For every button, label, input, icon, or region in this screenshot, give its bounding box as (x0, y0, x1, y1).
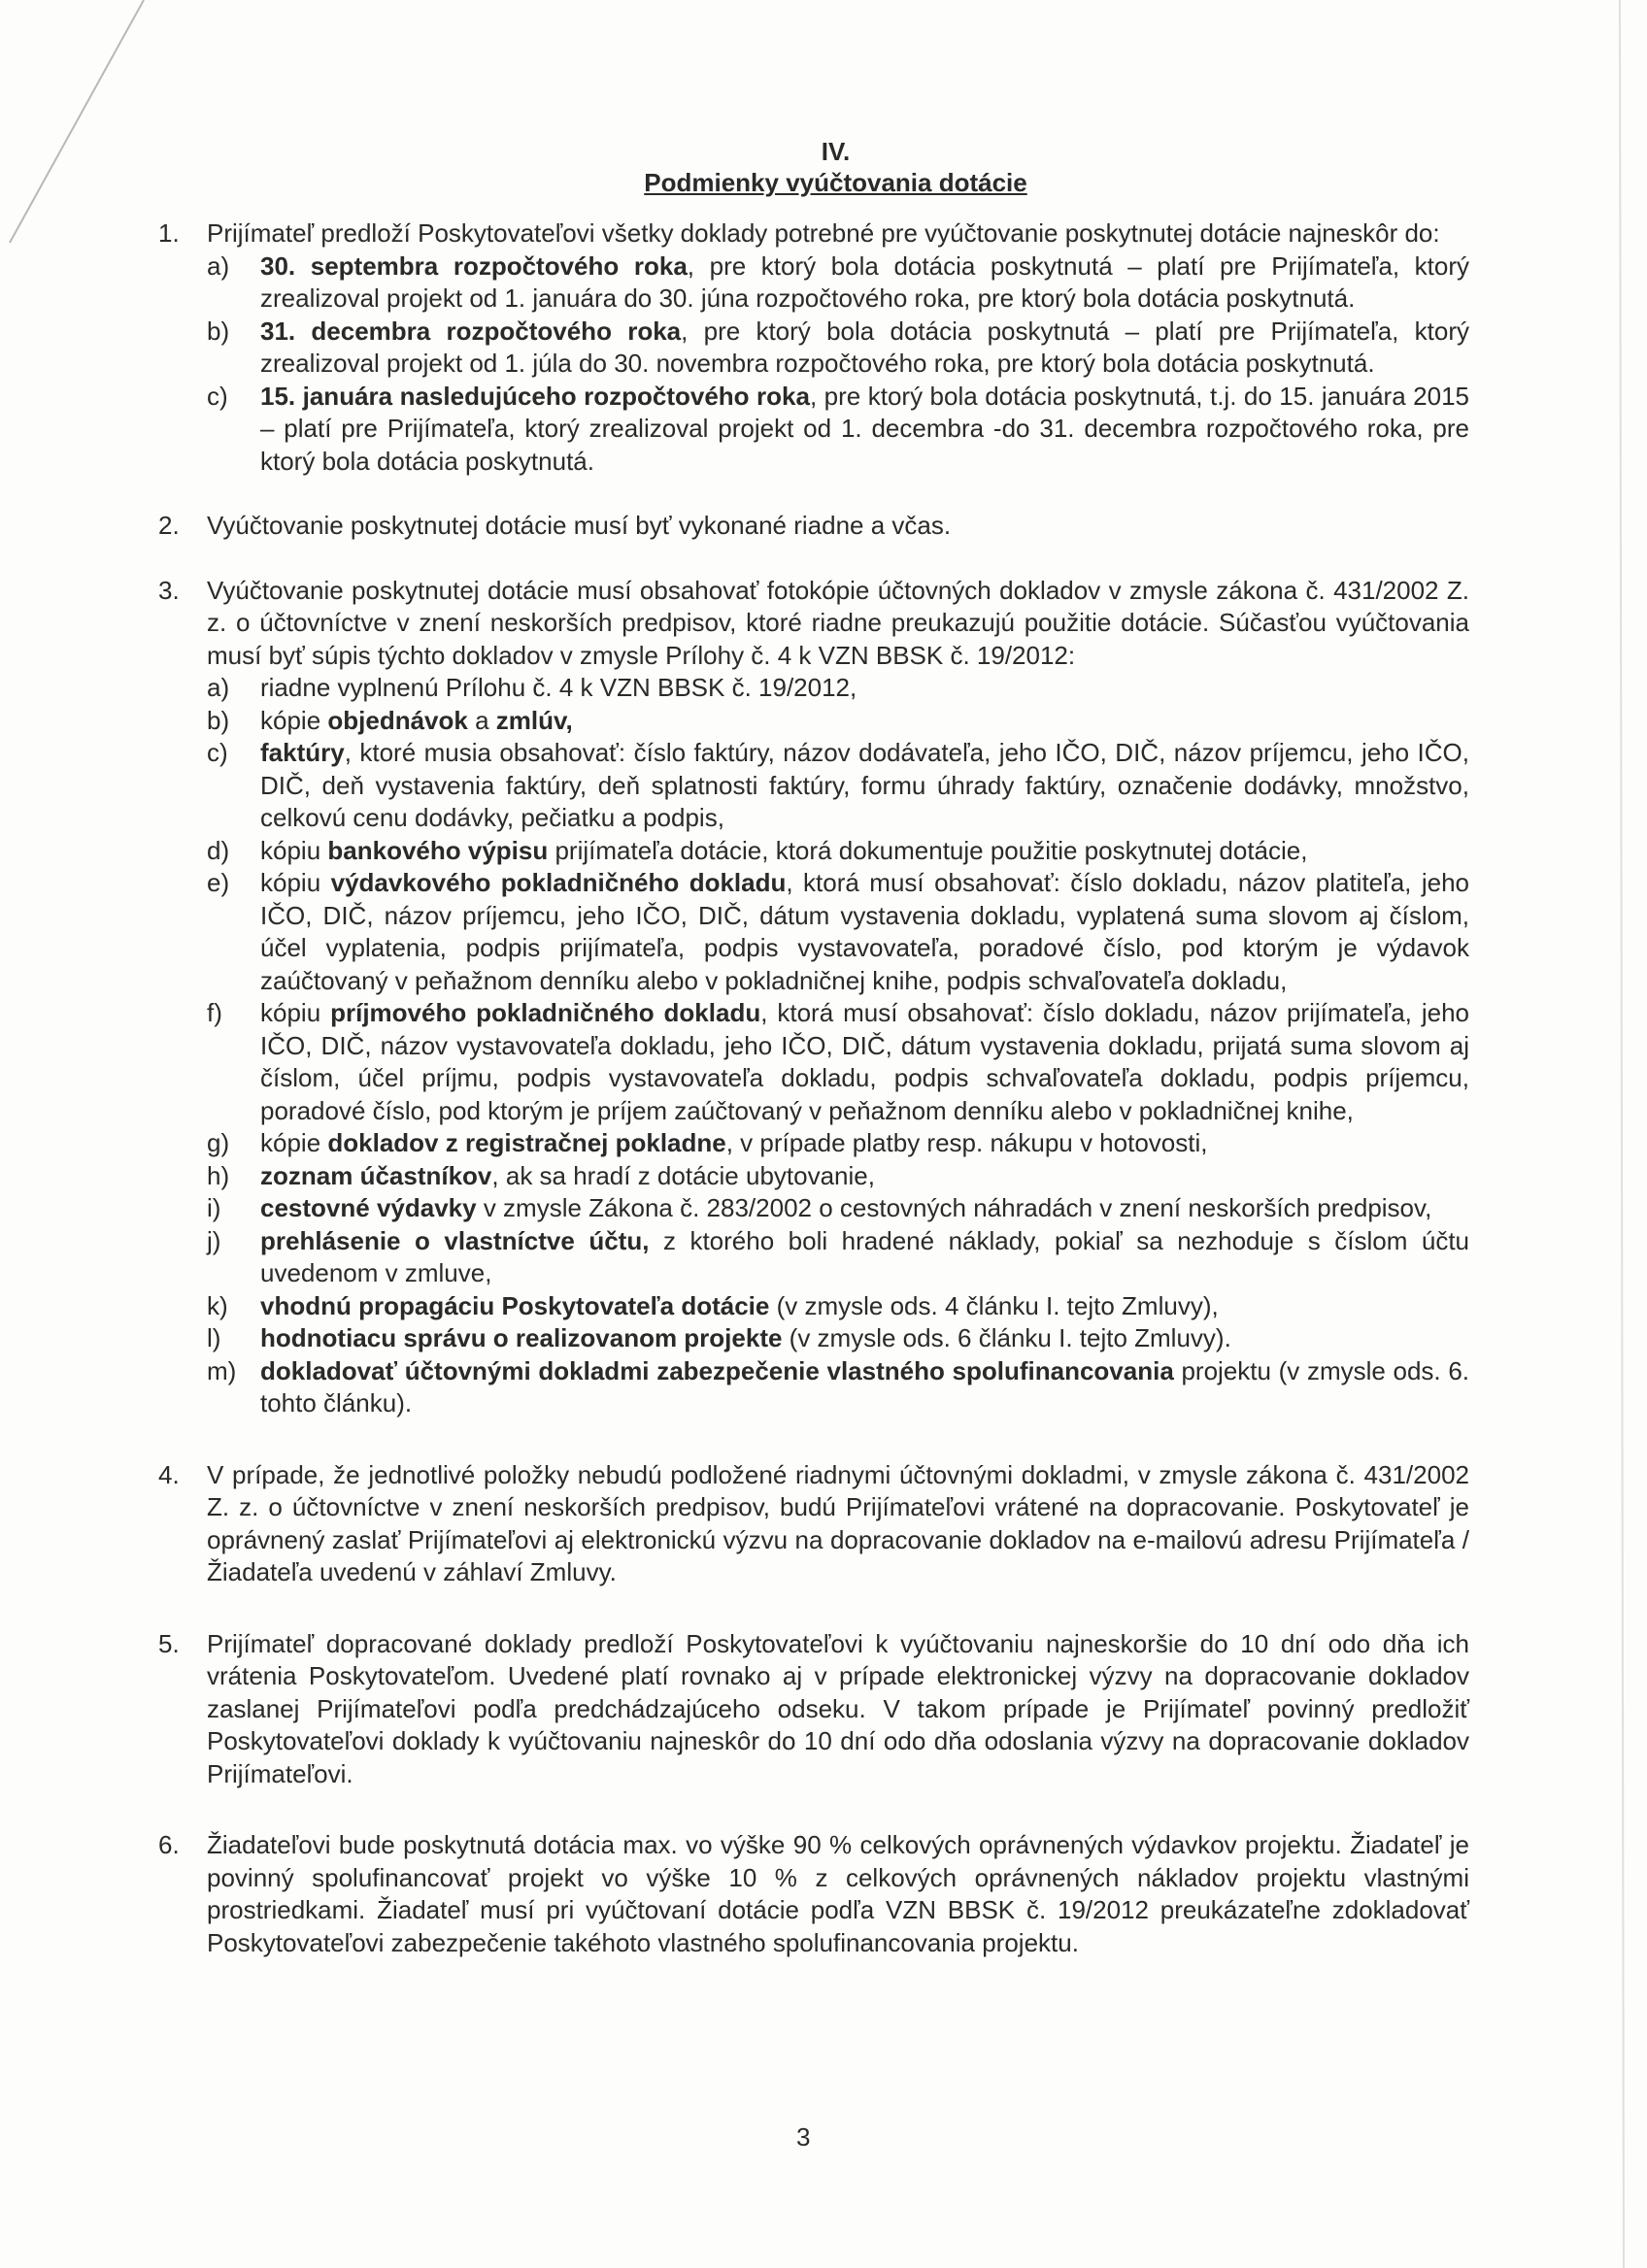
item-text: z ktorého boli hradené náklady, pokiaľ sa nezhoduje s číslom účtu uvedenom v zmluve, (260, 1225, 1470, 1287)
list-item (207, 1192, 1469, 1225)
item-text: riadne vyplnenú Prílohu č. 4 k VZN BBSK č. 19/2012, (260, 673, 857, 702)
bold-text: prehlásenie o vlastníctve účtu, (260, 1225, 650, 1255)
paragraph-text: Vyúčtovanie poskytnutej dotácie musí byť vykonané riadne a včas. (207, 511, 952, 540)
bold-text: 30. septembra rozpočtového roka (260, 250, 688, 281)
section-title: Podmienky vyúčtovania dotácie (644, 168, 1027, 197)
list-item (207, 1355, 1469, 1420)
list-item (207, 381, 1469, 479)
list-label: h) (207, 1160, 230, 1190)
list-item (207, 316, 1469, 381)
item-text: kópiu (260, 868, 331, 897)
list-item (207, 1160, 1469, 1193)
item-text: , v prípade platby resp. nákupu v hotovosti, (725, 1128, 1208, 1157)
bold-text: 31. decembra rozpočtového roka (260, 316, 682, 346)
list-label: i) (207, 1193, 221, 1222)
bold-text: bankového výpisu (327, 835, 549, 865)
item-text: , pre ktorý bola dotácia poskytnutá, t.j. do 15. januára 2015 – platí pre Prijímateľa, ktorý zrealizoval projekt od 1. decembra -do 31. decembra rozpočtového roka, pre ktorý bola dotácia poskytnutá. (260, 381, 1469, 476)
paragraph-number: 6. (158, 1830, 180, 1859)
bold-text: 15. januára nasledujúceho rozpočtového roka (260, 381, 810, 411)
item-text: (v zmysle ods. 6 článku I. tejto Zmluvy). (782, 1323, 1231, 1352)
list-label: c) (207, 738, 228, 767)
bold-text: faktúry (260, 738, 345, 767)
list-label: e) (207, 868, 230, 897)
page-number: 3 (796, 2122, 811, 2151)
item-text: , ktorá musí obsahovať: číslo dokladu, názov prijímateľa, jeho IČO, DIČ, názov vystavovateľa dokladu, jeho IČO, DIČ, dátum vystavenia dokladu, prijatá suma slovom aj číslom, účel príjmu, podpis vystavovateľa dokladu, podpis schvaľovateľa dokladu, podpis príjemcu, poradové číslo, pod ktorým je príjem zaúčtovaný v peňažnom denníku alebo v pokladničnej knihe, (260, 998, 1469, 1125)
paragraph-6 (158, 1829, 1469, 1959)
bold-text: cestovné výdavky (260, 1193, 477, 1222)
paragraph-number: 2. (158, 511, 180, 540)
paragraph-text: Prijímateľ predloží Poskytovateľovi všetky doklady potrebné pre vyúčtovanie poskytnutej dotácie najneskôr do: (207, 218, 1440, 248)
list-label: a) (207, 673, 230, 702)
list-label: m) (207, 1355, 237, 1385)
section-number: IV. (821, 137, 851, 166)
list-label: j) (207, 1225, 221, 1255)
list-item (207, 997, 1469, 1127)
paragraph-4 (158, 1459, 1469, 1589)
paragraph-number: 4. (158, 1459, 180, 1489)
item-text: , pre ktorý bola dotácia poskytnutá – platí pre Prijímateľa, ktorý zrealizoval projekt od 1. júla do 30. novembra rozpočtového roka, pre ktorý bola dotácia poskytnutá. (260, 316, 1469, 378)
paragraph-text: Vyúčtovanie poskytnutej dotácie musí obsahovať fotokópie účtovných dokladov v zmysle zákona č. 431/2002 Z. z. o účtovníctve v znení neskorších predpisov, ktoré riadne preukazujú použitie dotácie. Súčasťou vyúčtovania musí byť súpis týchto dokladov v zmysle Prílohy č. 4 k VZN BBSK č. 19/2012: (207, 575, 1469, 670)
bold-text: vhodnú propagáciu Poskytovateľa dotácie (260, 1290, 770, 1320)
list-label: f) (207, 998, 222, 1027)
bold-text: objednávok (327, 705, 468, 735)
list-label: b) (207, 316, 230, 346)
list-item (207, 867, 1469, 997)
list-item (207, 705, 1469, 738)
list-item (207, 1322, 1469, 1355)
item-text: kópiu (260, 835, 328, 865)
list-label: g) (207, 1128, 230, 1157)
item-text: , pre ktorý bola dotácia poskytnutá – platí pre Prijímateľa, ktorý zrealizoval projekt od 1. januára do 30. júna rozpočtového roka, pre ktorý bola dotácia poskytnutá. (260, 250, 1469, 313)
paragraph-number: 1. (158, 218, 180, 248)
paragraph-5 (158, 1628, 1469, 1791)
item-text: , ktoré musia obsahovať: číslo faktúry, názov dodávateľa, jeho IČO, DIČ, názov príjemcu, jeho IČO, DIČ, deň vystavenia faktúry, deň splatnosti faktúry, formu úhrady faktúry, označenie dodávky, množstvo, celkovú cenu dodávky, pečiatku a podpis, (260, 738, 1469, 832)
item-text: (v zmysle ods. 4 článku I. tejto Zmluvy), (769, 1290, 1219, 1320)
list-item (207, 1225, 1469, 1290)
bold-text: dokladov z registračnej pokladne (327, 1128, 726, 1157)
list-item (207, 1290, 1469, 1323)
item-text: prijímateľa dotácie, ktorá dokumentuje použitie poskytnutej dotácie, (548, 835, 1308, 865)
list-label: d) (207, 835, 230, 865)
list-item (207, 835, 1469, 868)
paragraph-1 (158, 217, 1469, 478)
paragraph-3 (158, 575, 1469, 1420)
bold-text: hodnotiacu správu o realizovanom projekte (260, 1323, 783, 1352)
item-text: projektu (v zmysle ods. 6. tohto článku). (260, 1355, 1470, 1418)
paragraph-2 (158, 510, 1469, 543)
bold-text: zoznam účastníkov (260, 1160, 492, 1190)
list-item (207, 250, 1469, 316)
paragraph-number: 3. (158, 575, 180, 605)
list-item (207, 1127, 1469, 1160)
bold-text: zmlúv, (495, 705, 573, 735)
paragraph-text: Žiadateľovi bude poskytnutá dotácia max. vo výške 90 % celkových oprávnených výdavkov projektu. Žiadateľ je povinný spolufinancovať projekt vo výške 10 % z celkových oprávnených nákladov projektu vlastnými prostriedkami. Žiadateľ musí pri vyúčtovaní dotácie podľa VZN BBSK č. 19/2012 preukázateľne zdokladovať Poskytovateľovi zabezpečenie takéhoto vlastného spolufinancovania projektu. (207, 1830, 1469, 1957)
list-label: k) (207, 1290, 228, 1320)
document-page (158, 136, 1469, 1959)
bold-text: príjmového pokladničného dokladu (330, 998, 761, 1027)
list-label: l) (207, 1323, 221, 1352)
bold-text: dokladovať účtovnými dokladmi zabezpečenie vlastného spolufinancovania (260, 1355, 1174, 1385)
item-text: , ktorá musí obsahovať: číslo dokladu, názov platiteľa, jeho IČO, DIČ, názov príjemcu, jeho IČO, DIČ, dátum vystavenia dokladu, vyplatená suma slovom aj číslom, účel vyplatenia, podpis prijímateľa, podpis vystavovateľa, poradové číslo, pod ktorým je výdavok zaúčtovaný v peňažnom denníku alebo v pokladničnej knihe, podpis schvaľovateľa dokladu, (260, 868, 1470, 995)
list-label: a) (207, 250, 230, 281)
bold-text: výdavkového pokladničného dokladu (330, 868, 787, 897)
list-label: b) (207, 705, 230, 735)
list-item (207, 672, 1469, 705)
paragraph-text: Prijímateľ dopracované doklady predloží Poskytovateľovi k vyúčtovaniu najneskoršie do 10 dní odo dňa ich vrátenia Poskytovateľom. Uvedené platí rovnako aj v prípade elektronickej výzvy na dopracovanie dokladov zaslanej Prijímateľovi podľa predchádzajúceho odseku. V takom prípade je Prijímateľ povinný predložiť Poskytovateľovi doklady k vyúčtovaniu najneskôr do 10 dní odo dňa odoslania výzvy na dopracovanie dokladov Prijímateľovi. (207, 1628, 1469, 1788)
paragraph-text: V prípade, že jednotlivé položky nebudú podložené riadnymi účtovnými dokladmi, v zmysle zákona č. 431/2002 Z. z. o účtovníctve v znení neskorších predpisov, budú Prijímateľovi vrátené na dopracovanie. Poskytovateľ je oprávnený zaslať Prijímateľovi aj elektronickú výzvu na dopracovanie dokladov na e-mailovú adresu Prijímateľa / Žiadateľa uvedenú v záhlaví Zmluvy. (207, 1459, 1469, 1586)
item-text: kópie (260, 1128, 328, 1157)
section-heading (202, 136, 1469, 198)
list-item (207, 737, 1469, 835)
item-text: v zmysle Zákona č. 283/2002 o cestovných náhradách v znení neskorších predpisov, (476, 1193, 1432, 1222)
item-text: kópie (260, 705, 328, 735)
item-text: a (467, 705, 496, 735)
item-text: kópiu (260, 998, 331, 1027)
list-label: c) (207, 381, 228, 411)
paragraph-number: 5. (158, 1628, 180, 1658)
item-text: , ak sa hradí z dotácie ubytovanie, (491, 1160, 875, 1190)
